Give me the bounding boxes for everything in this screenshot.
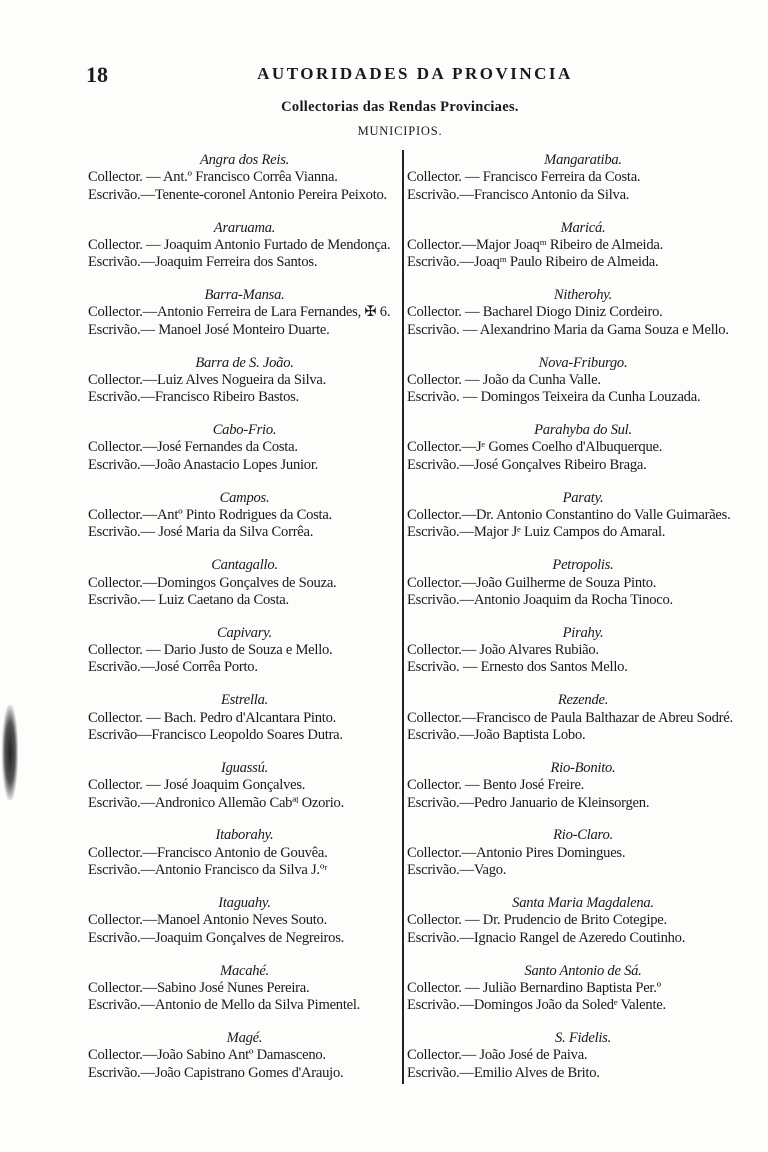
official-entry [407,457,759,474]
municipality-name: Cabo-Frio. [212,422,277,439]
official-entry [88,237,401,254]
official-name: — Joaquim Antonio Furtado de Mendonça. [142,236,391,253]
role-label: Escrivão. [88,524,141,541]
official-name: — Bacharel Diogo Diniz Cordeiro. [461,304,663,321]
official-entry [407,659,759,676]
role-label: Collector. [407,439,462,456]
role-label: Collector. [88,236,143,253]
role-label: Escrivão. [88,794,141,811]
official-entry [407,862,759,879]
official-entry [88,524,401,541]
role-label: Collector. [88,709,143,726]
official-entry [407,1065,759,1082]
municipality-section [88,490,401,542]
official-name: —Emilio Alves de Brito. [459,1064,600,1081]
role-label: Collector. [407,979,462,996]
official-name: —Major Jᵉ Luiz Campos do Amaral. [459,524,666,541]
role-label: Collector. [407,507,462,524]
municipality-name: Santo Antonio de Sá. [524,962,642,979]
municipality-name: Santa Maria Magdalena. [512,895,654,912]
official-name: — João José de Paiva. [461,1047,588,1064]
official-name: —João Anastacio Lopes Junior. [140,456,319,473]
municipality-section [88,692,401,744]
role-label: Escrivão. [407,659,460,676]
role-label: Collector. [407,844,462,861]
municipality-section [88,1030,401,1082]
official-entry [407,304,759,321]
official-entry [88,659,401,676]
role-label: Escrivão. [88,186,141,203]
official-entry [88,930,401,947]
official-name: —Dr. Antonio Constantino do Valle Guimarães. [461,507,731,524]
role-label: Escrivão. [407,389,460,406]
official-name: — João da Cunha Valle. [461,371,601,388]
official-entry [88,592,401,609]
official-entry [88,777,401,794]
official-name: — Francisco Ferreira da Costa. [461,169,641,186]
official-entry [88,912,401,929]
municipality-name: Iguassú. [220,759,269,776]
official-entry [88,1047,401,1064]
municipality-name: Cantagallo. [211,557,278,574]
role-label: Collector. [88,304,143,321]
role-label: Escrivão. [88,321,141,338]
municipality-name: Mangaratiba. [544,152,622,168]
municipality-name: Macahé. [220,962,269,979]
official-entry [88,457,401,474]
municipality-section [407,1030,759,1082]
official-entry [88,322,401,339]
municipality-section [407,692,759,744]
official-entry [88,795,401,812]
municipality-name: Araruama. [213,219,276,236]
role-label: Escrivão [88,726,138,743]
official-name: —Domingos João da Soledᵉ Valente. [459,997,666,1014]
official-name: —Vago. [459,862,507,879]
official-name: —João Capistrano Gomes d'Araujo. [140,1064,344,1081]
role-label: Escrivão. [407,862,460,879]
official-name: —Antonio Pires Domingues. [461,844,626,861]
official-entry [407,795,759,812]
official-entry [407,777,759,794]
role-label: Collector. [407,1047,462,1064]
municipality-name: Parahyba do Sul. [534,422,632,439]
municipality-section [407,152,759,204]
role-label: Collector. [88,371,143,388]
role-label: Escrivão. [88,591,141,608]
official-entry [407,727,759,744]
official-name: —Antº Pinto Rodrigues da Costa. [142,507,332,524]
municipality-name: S. Fidelis. [554,1030,612,1047]
official-name: —Joaquim Gonçalves de Negreiros. [140,929,345,946]
municipality-section [407,895,759,947]
binding-shadow [2,705,18,800]
official-entry [407,389,759,406]
official-entry [88,642,401,659]
official-entry [407,997,759,1014]
municipality-section [407,625,759,677]
role-label: Escrivão. [407,254,460,271]
role-label: Collector. [88,979,143,996]
official-name: —Francisco Antonio de Gouvêa. [142,844,328,861]
official-name: — Dr. Prudencio de Brito Cotegipe. [461,912,667,929]
official-name: —Francisco Antonio da Silva. [459,186,630,203]
municipality-section [407,963,759,1015]
official-name: —Tenente-coronel Antonio Pereira Peixoto. [140,186,387,203]
role-label: Escrivão. [407,456,460,473]
official-entry [407,980,759,997]
official-name: —João Guilherme de Souza Pinto. [461,574,657,591]
role-label: Collector. [407,642,462,659]
role-label: Escrivão. [407,726,460,743]
official-entry [88,439,401,456]
role-label: Collector. [88,642,143,659]
municipality-name: Estrella. [220,692,269,709]
municipality-name: Nitherohy. [553,287,613,304]
municipality-section [407,220,759,272]
role-label: Collector. [88,507,143,524]
official-name: — Bento José Freire. [461,777,585,794]
page-number: 18 [86,62,108,87]
official-entry [407,642,759,659]
official-entry [88,372,401,389]
running-head: AUTORIDADES DA PROVINCIA [257,64,573,83]
official-name: — Julião Bernardino Baptista Per.º [461,979,661,996]
official-name: —Francisco Ribeiro Bastos. [140,389,299,406]
official-name: —José Corrêa Porto. [140,659,258,676]
section-subtitle: Collectorias das Rendas Provinciaes. [281,99,519,115]
municipality-section [407,827,759,879]
official-entry [407,575,759,592]
role-label: Escrivão. [407,591,460,608]
municipality-name: Angra dos Reis. [199,152,290,168]
official-name: —Major Joaqᵐ Ribeiro de Almeida. [461,236,664,253]
role-label: Escrivão. [407,524,460,541]
official-name: — Luiz Caetano da Costa. [140,591,289,608]
official-name: —Antonio Joaquim da Rocha Tinoco. [459,591,673,608]
role-label: Escrivão. [88,389,141,406]
column-divider [402,150,404,1084]
right-column [407,152,759,1082]
municipality-section [407,760,759,812]
municipality-section [88,760,401,812]
role-label: Collector. [407,371,462,388]
official-entry [88,389,401,406]
role-label: Collector. [407,304,462,321]
municipality-section [88,827,401,879]
official-name: — Ant.º Francisco Corrêa Vianna. [142,169,338,186]
official-name: — José Maria da Silva Corrêa. [140,524,314,541]
official-name: —João Sabino Antº Damasceno. [142,1047,326,1064]
municipality-name: Pirahy. [562,624,604,641]
official-entry [88,845,401,862]
municipality-name: Itaborahy. [215,827,274,844]
role-label: Escrivão. [407,321,460,338]
municipality-section [88,152,401,204]
municipality-section [407,422,759,474]
official-name: —Manoel Antonio Neves Souto. [142,912,327,929]
role-label: Escrivão. [88,1064,141,1081]
official-name: — Ernesto dos Santos Mello. [459,659,628,676]
role-label: Collector. [88,844,143,861]
official-entry [407,439,759,456]
municipality-name: Rio-Claro. [553,827,613,844]
official-name: —Francisco Leopoldo Soares Dutra. [137,726,343,743]
role-label: Collector. [88,169,143,186]
municipality-section [407,490,759,542]
municipality-name: Paraty. [562,489,604,506]
role-label: Collector. [88,912,143,929]
official-name: —José Fernandes da Costa. [142,439,298,456]
official-name: —Jᵉ Gomes Coelho d'Albuquerque. [461,439,663,456]
official-name: — Dario Justo de Souza e Mello. [142,642,333,659]
role-label: Escrivão. [407,1064,460,1081]
official-name: —Pedro Januario de Kleinsorgen. [459,794,650,811]
left-column [88,152,401,1082]
municipality-section [407,557,759,609]
municipality-name: Rezende. [557,692,609,709]
municipality-name: Magé. [226,1030,263,1047]
municipality-section [88,625,401,677]
official-name: — Domingos Teixeira da Cunha Louzada. [459,389,701,406]
role-label: Collector. [88,1047,143,1064]
official-name: — Bach. Pedro d'Alcantara Pinto. [142,709,337,726]
role-label: Collector. [407,236,462,253]
official-name: —Sabino José Nunes Pereira. [142,979,310,996]
municipality-name: Capivary. [217,624,272,641]
official-entry [407,912,759,929]
municipality-name: Petropolis. [552,557,614,574]
official-name: —Ignacio Rangel de Azeredo Coutinho. [459,929,686,946]
official-name: —José Gonçalves Ribeiro Braga. [459,456,647,473]
official-entry [88,862,401,879]
official-entry [407,524,759,541]
municipality-section [407,287,759,339]
role-label: Escrivão. [88,862,141,879]
official-entry [407,710,759,727]
official-name: —Antonio Ferreira de Lara Fernandes, ✠ 6. [142,304,391,321]
municipality-section [88,895,401,947]
role-label: Collector. [407,574,462,591]
official-entry [407,845,759,862]
role-label: Collector. [88,574,143,591]
official-entry [88,997,401,1014]
municipality-section [88,355,401,407]
municipality-section [88,287,401,339]
official-entry [407,592,759,609]
role-label: Escrivão. [88,929,141,946]
role-label: Escrivão. [88,997,141,1014]
official-name: — Manoel José Monteiro Duarte. [140,321,330,338]
municipality-section [88,963,401,1015]
role-label: Escrivão. [407,997,460,1014]
official-entry [88,169,401,186]
role-label: Escrivão. [88,659,141,676]
official-entry [407,237,759,254]
municipality-section [88,557,401,609]
official-name: —Andronico Allemão Cabªˡ Ozorio. [140,794,344,811]
official-entry [88,1065,401,1082]
official-name: —Luiz Alves Nogueira da Silva. [142,371,327,388]
official-name: — Alexandrino Maria da Gama Souza e Mello. [459,321,729,338]
official-entry [407,322,759,339]
official-entry [407,930,759,947]
municipality-name: Barra-Mansa. [204,287,285,304]
role-label: Escrivão. [88,456,141,473]
official-entry [88,980,401,997]
official-name: —Joaqᵐ Paulo Ribeiro de Almeida. [459,254,659,271]
municipality-name: Itaguahy. [218,895,271,912]
official-entry [88,304,401,321]
section-label: MUNICIPIOS. [357,124,443,138]
role-label: Collector. [407,709,462,726]
municipality-name: Nova-Friburgo. [538,354,628,371]
official-entry [88,254,401,271]
official-entry [88,575,401,592]
official-entry [407,187,759,204]
role-label: Collector. [407,912,462,929]
official-name: —Domingos Gonçalves de Souza. [142,574,337,591]
official-name: — José Joaquim Gonçalves. [142,777,306,794]
municipality-name: Barra de S. João. [195,354,294,371]
role-label: Escrivão. [407,794,460,811]
official-entry [88,507,401,524]
municipality-section [88,422,401,474]
official-name: — João Alvares Rubião. [461,642,599,659]
official-entry [407,254,759,271]
municipality-name: Rio-Bonito. [550,759,616,776]
municipality-name: Campos. [219,489,270,506]
official-entry [88,187,401,204]
official-name: —Antonio de Mello da Silva Pimentel. [140,997,361,1014]
official-name: —Francisco de Paula Balthazar de Abreu Sodré. [461,709,733,726]
role-label: Collector. [407,777,462,794]
official-entry [88,727,401,744]
official-entry [407,372,759,389]
role-label: Collector. [407,169,462,186]
role-label: Escrivão. [88,254,141,271]
role-label: Collector. [88,439,143,456]
official-entry [407,169,759,186]
role-label: Escrivão. [407,186,460,203]
official-entry [88,710,401,727]
official-name: —João Baptista Lobo. [459,726,586,743]
role-label: Collector. [88,777,143,794]
official-entry [407,507,759,524]
official-name: —Antonio Francisco da Silva J.ºʳ [140,862,328,879]
role-label: Escrivão. [407,929,460,946]
municipality-section [407,355,759,407]
official-entry [407,1047,759,1064]
municipality-name: Maricá. [560,219,606,236]
municipality-section [88,220,401,272]
official-name: —Joaquim Ferreira dos Santos. [140,254,318,271]
